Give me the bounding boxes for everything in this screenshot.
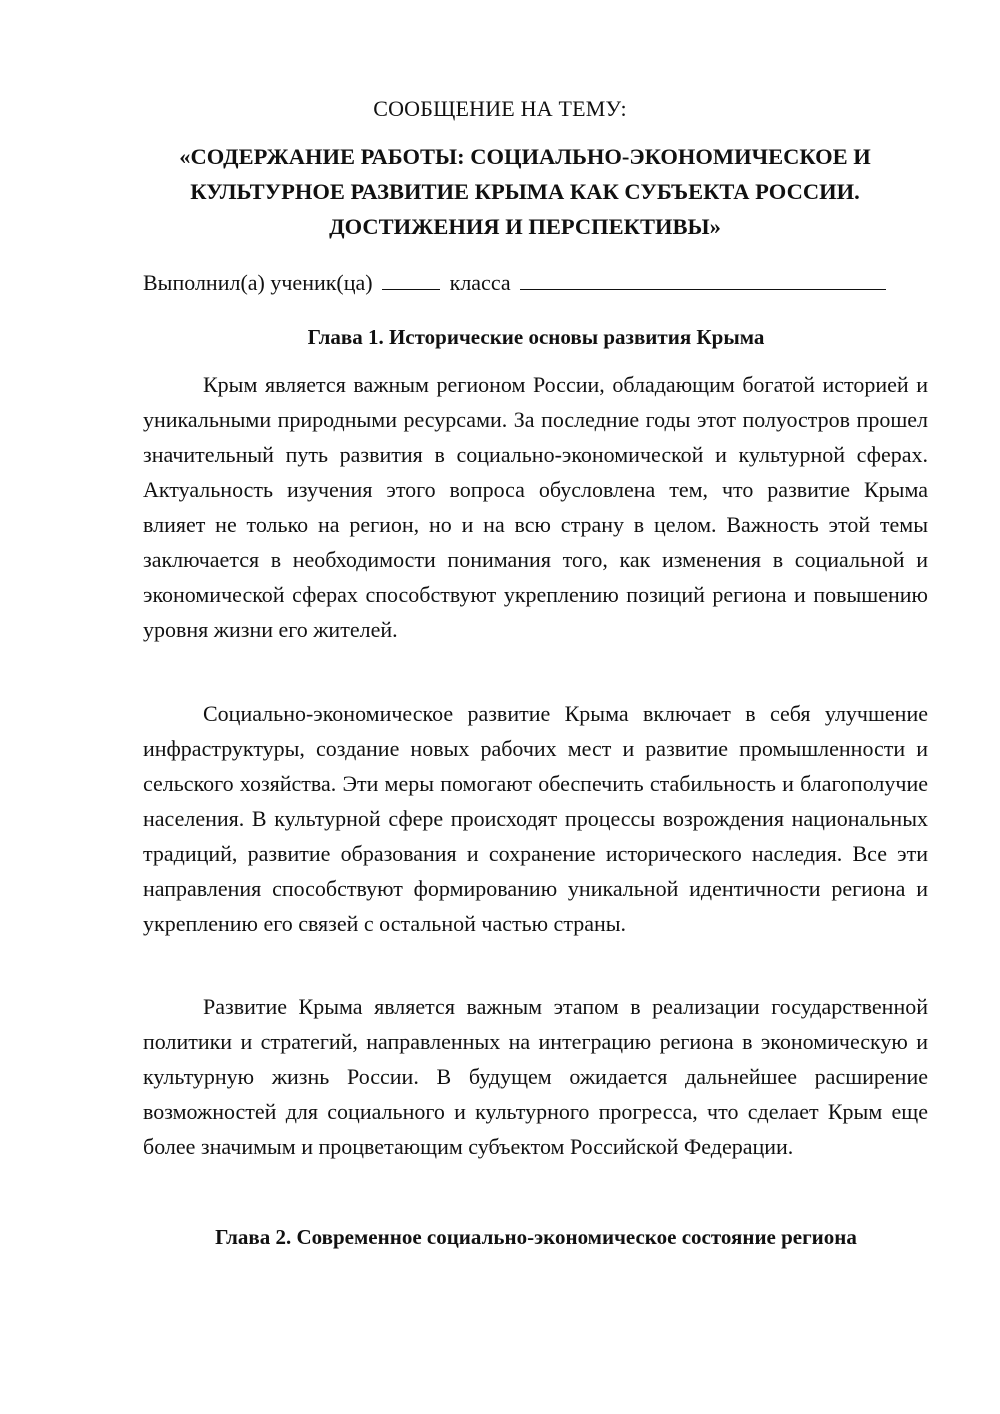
class-number-blank[interactable]	[382, 269, 440, 290]
document-heading: СООБЩЕНИЕ НА ТЕМУ:	[373, 96, 627, 121]
class-label: класса	[449, 270, 511, 295]
student-name-blank[interactable]	[520, 269, 886, 290]
chapter-1-paragraph-3: Развитие Крыма является важным этапом в реализации государственной политики и стратегий, направленных на интеграцию региона в экономическую и культурную жизнь России. В будущем ожидается дальнейшее расширение возможностей для социального и культурного прогресса, что сделает Крым еще более значимым и процветающим субъектом Российской Федерации.	[143, 994, 928, 1159]
document-title: «СОДЕРЖАНИЕ РАБОТЫ: СОЦИАЛЬНО-ЭКОНОМИЧЕСКОЕ И КУЛЬТУРНОЕ РАЗВИТИЕ КРЫМА КАК СУБЪЕКТА РОССИИ. ДОСТИЖЕНИЯ И ПЕРСПЕКТИВЫ»	[179, 144, 871, 239]
chapter-1-heading: Глава 1. Исторические основы развития Крыма	[307, 325, 765, 349]
chapter-1-paragraph-2: Социально-экономическое развитие Крыма включает в себя улучшение инфраструктуры, создание новых рабочих мест и развитие промышленности и сельского хозяйства. Эти меры помогают обеспечить стабильность и благополучие населения. В культурной сфере происходят процессы возрождения национальных традиций, развитие образования и сохранение исторического наследия. Все эти направления способствуют формированию уникальной идентичности региона и укреплению его связей с остальной частью страны.	[143, 701, 928, 936]
completed-by-label: Выполнил(а) ученик(ца)	[143, 270, 373, 295]
chapter-1-paragraph-1: Крым является важным регионом России, обладающим богатой историей и уникальными природными ресурсами. За последние годы этот полуостров прошел значительный путь развития в социально-экономической и культурной сферах. Актуальность изучения этого вопроса обусловлена тем, что развитие Крыма влияет не только на регион, но и на всю страну в целом. Важность этой темы заключается в необходимости понимания того, как изменения в социальной и экономической сферах способствуют укреплению позиций региона и повышению уровня жизни его жителей.	[143, 372, 928, 642]
author-line	[143, 268, 943, 298]
chapter-2-heading: Глава 2. Современное социально-экономическое состояние региона	[215, 1225, 857, 1249]
